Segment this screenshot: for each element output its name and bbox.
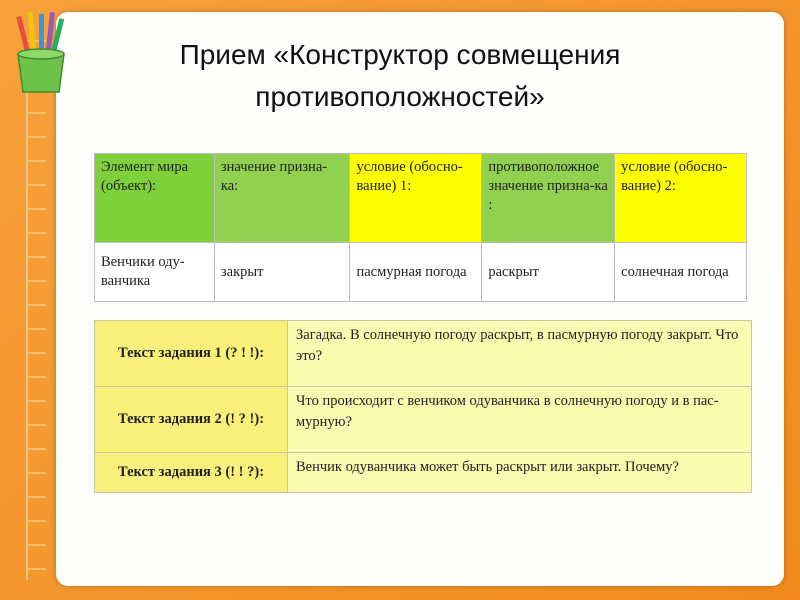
pencil-cup-icon xyxy=(12,10,70,95)
table-cell: солнечная погода xyxy=(615,243,747,302)
task-text: Загадка. В солнечную погоду раскрыт, в пасмурную погоду закрыт. Что это? xyxy=(288,321,752,387)
table-cell: пасмурная погода xyxy=(350,243,482,302)
contradiction-table xyxy=(94,153,747,302)
table-cell: Венчики оду-ванчика xyxy=(95,243,215,302)
table-cell: раскрыт xyxy=(482,243,615,302)
task-label: Текст задания 2 (! ? !): xyxy=(95,387,288,453)
task-row xyxy=(95,321,752,387)
title-line-1: Прием «Конструктор совмещения xyxy=(179,39,621,70)
task-text: Что происходит с венчиком одуванчика в солнечную погоду и в пас-мурную? xyxy=(288,387,752,453)
header-cell: условие (обосно-вание) 1: xyxy=(350,154,482,243)
header-cell: Элемент мира (объект): xyxy=(95,154,215,243)
header-cell: условие (обосно-вание) 2: xyxy=(615,154,747,243)
table-header-row xyxy=(95,154,747,243)
table-cell: закрыт xyxy=(214,243,350,302)
slide-title xyxy=(100,34,700,118)
task-table xyxy=(94,320,752,493)
header-cell: значение призна-ка: xyxy=(214,154,350,243)
task-label: Текст задания 3 (! ! ?): xyxy=(95,453,288,493)
header-cell: противоположное значение призна-ка : xyxy=(482,154,615,243)
task-row xyxy=(95,387,752,453)
decorative-ruler xyxy=(26,40,46,580)
task-label: Текст задания 1 (? ! !): xyxy=(95,321,288,387)
task-row xyxy=(95,453,752,493)
table-row xyxy=(95,243,747,302)
title-line-2: противоположностей» xyxy=(255,81,545,112)
task-text: Венчик одуванчика может быть раскрыт или закрыт. Почему? xyxy=(288,453,752,493)
